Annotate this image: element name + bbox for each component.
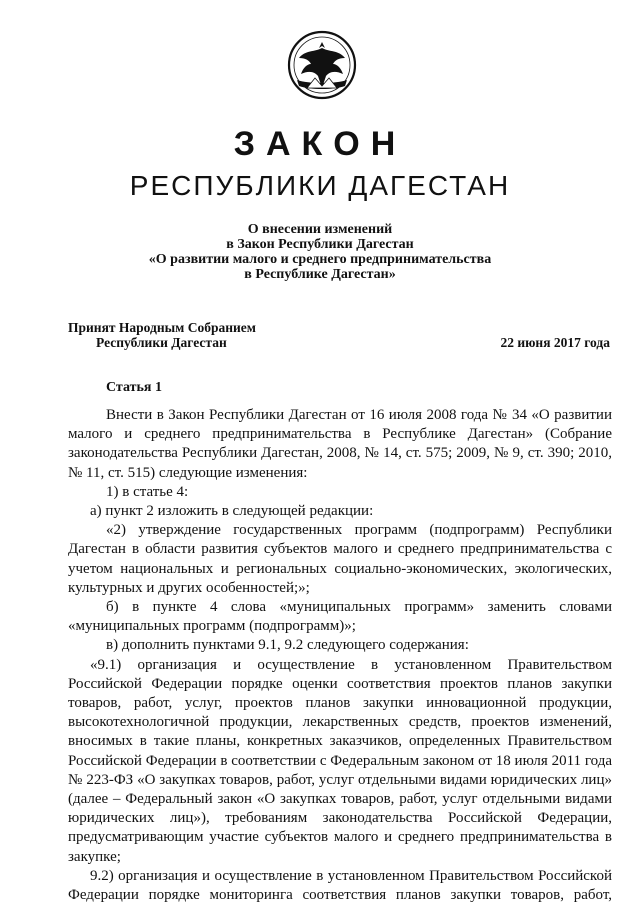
paragraph: в) дополнить пунктами 9.1, 9.2 следующего содержания: (106, 637, 469, 654)
subtitle-line: в Республике Дагестан» (244, 267, 396, 282)
adoption-date: 22 июня 2017 года (500, 335, 610, 350)
subtitle-line: в Закон Республики Дагестан (226, 237, 414, 252)
adoption-note (68, 320, 256, 350)
coat-of-arms-emblem (285, 28, 359, 102)
paragraph: б) в пункте 4 слова «муниципальных программ» заменить словами «муниципальных программ (подпрограмм)»; (68, 599, 612, 635)
subtitle-line: «О развитии малого и среднего предпринимательства (148, 252, 492, 267)
law-subtitle (0, 222, 640, 282)
paragraph: Внести в Закон Республики Дагестан от 16 июля 2008 года № 34 «О развитии малого и среднего предпринимательства в Республике Дагестан» (Собрание законодательства Республики Дагестан, 2008, № 14, ст. 575; 2009, № 9, ст. 390; 2010, № 11, ст. 515) следующие изменения: (68, 407, 612, 481)
paragraph: «2) утверждение государственных программ (подпрограмм) Республики Дагестан в области развития субъектов малого и среднего предпринимательства с учетом национальных и региональных социально-экономических, экологических, культурных и других особенностей;»; (68, 522, 612, 596)
article-heading: Статья 1 (106, 380, 162, 395)
paragraph: «9.1) организация и осуществление в установленном Правительством Российской Федерации порядке оценки соответствия проектов планов закупки товаров, работ, услуг, проектов планов закупки инновационной продукции, высокотехнологичной продукции, лекарственных средств, проектов изменений, вносимых в такие планы, конкретных заказчиков, определенных Правительством Российской Федерации в соответствии с Федеральным законом от 18 июля 2011 года № 223-ФЗ «О закупках товаров, работ, услуг отдельными видами юридических лиц» (далее – Федеральный закон «О закупках товаров, работ, услуг отдельными видами юридических лиц»), требованиям законодательства Российской Федерации, предусматривающим участие субъектов малого и среднего предпринимательства в закупке; (68, 656, 612, 865)
adoption-line-1: Принят Народным Собранием (68, 320, 256, 335)
adoption-line-2: Республики Дагестан (96, 335, 227, 350)
subtitle-line: О внесении изменений (247, 222, 393, 237)
paragraph: 1) в статье 4: (106, 483, 189, 500)
article-body (68, 406, 612, 905)
paragraph: 9.2) организация и осуществление в установленном Правительством Российской Федерации порядке мониторинга соответствия планов закупки товаров, работ, (68, 867, 612, 904)
paragraph: а) пункт 2 изложить в следующей редакции: (90, 503, 374, 520)
republic-title: РЕСПУБЛИКИ ДАГЕСТАН (129, 170, 511, 201)
law-title: ЗАКОН (233, 125, 407, 163)
